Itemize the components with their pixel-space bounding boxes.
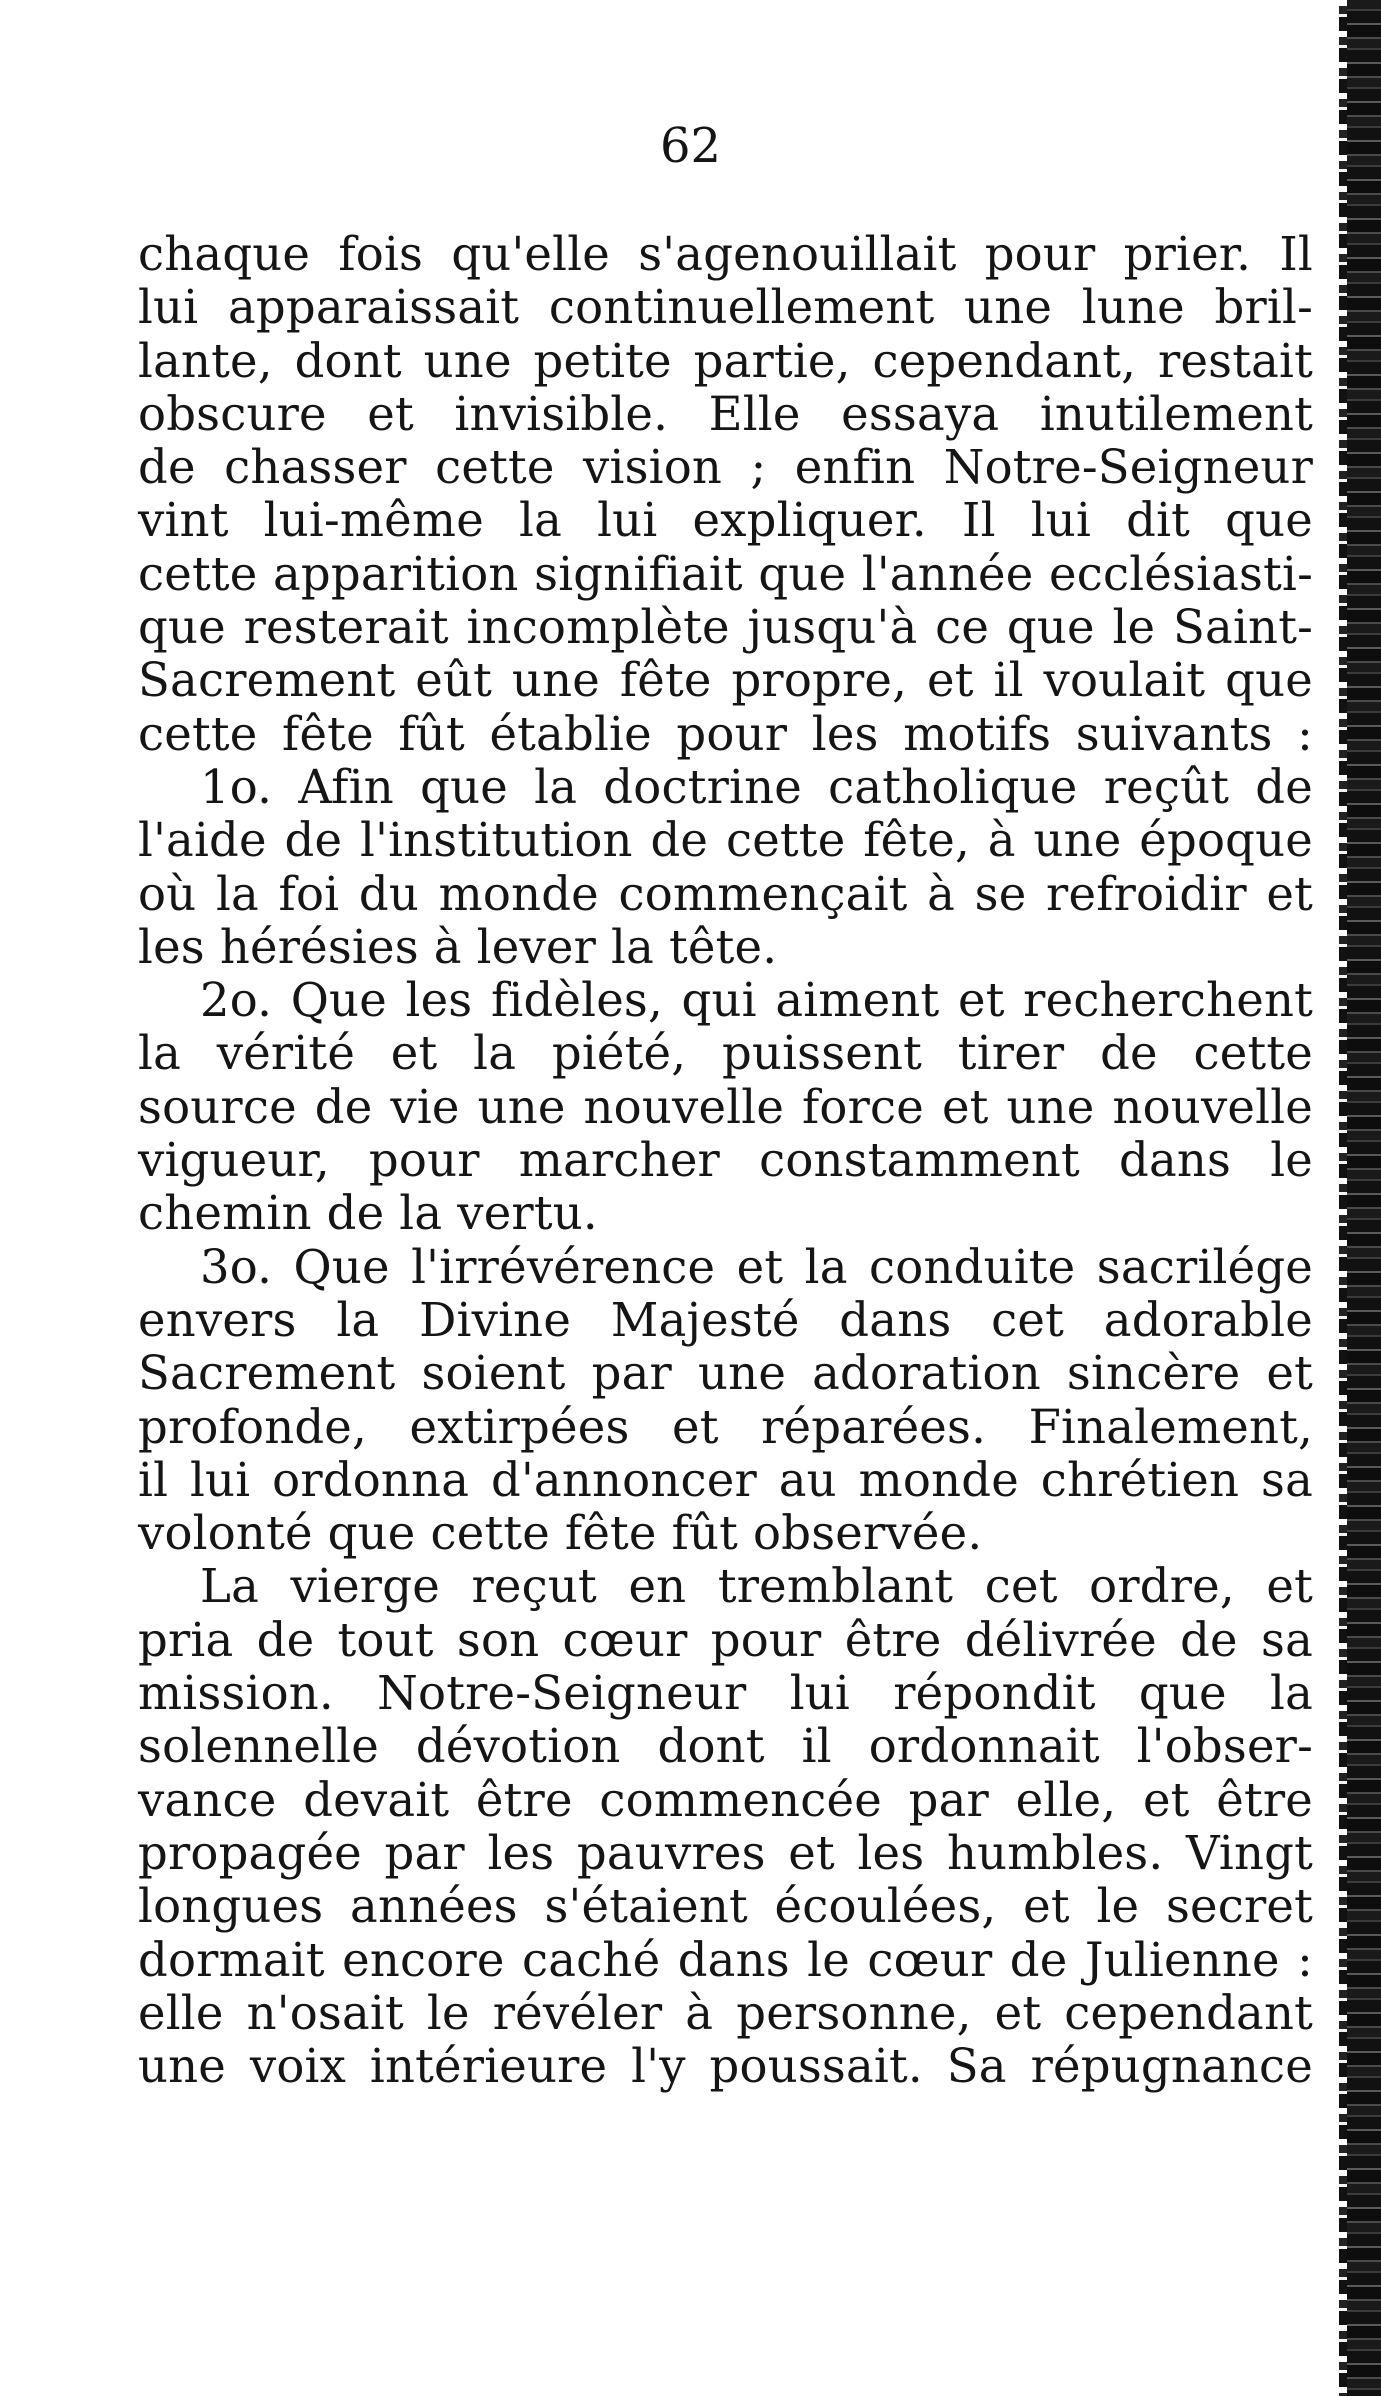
text-line-32: longues années s'étaient écoulées, et le secret [138,1879,1313,1934]
text-line-3: lante, dont une petite partie, cependant, restait [138,333,1313,388]
text-line-5: de chasser cette vision ; enfin Notre-Seigneur [138,440,1313,495]
text-line-18: vigueur, pour marcher constamment dans le [138,1133,1313,1188]
text-line-24: il lui ordonna d'annoncer au monde chrétien sa [138,1452,1313,1507]
text-line-27: pria de tout son cœur pour être délivrée de sa [138,1612,1313,1667]
text-line-9: Sacrement eût une fête propre, et il voulait que [138,653,1313,708]
text-line-28: mission. Notre-Seigneur lui répondit que la [138,1666,1313,1721]
text-line-20: 3o. Que l'irrévérence et la conduite sacrilége [200,1239,1313,1294]
text-line-14: les hérésies à lever la tête. [138,919,778,974]
text-line-17: source de vie une nouvelle force et une nouvelle [138,1079,1313,1134]
text-line-15: 2o. Que les fidèles, qui aiment et recherchent [200,973,1313,1028]
text-line-16: la vérité et la piété, puissent tirer de cette [138,1026,1313,1081]
text-line-33: dormait encore caché dans le cœur de Julienne : [138,1932,1313,1987]
text-line-23: profonde, extirpées et réparées. Finalement, [138,1399,1313,1454]
text-line-22: Sacrement soient par une adoration sincère et [138,1346,1313,1401]
text-line-34: elle n'osait le révéler à personne, et cependant [138,1985,1313,2040]
text-line-30: vance devait être commencée par elle, et être [138,1772,1313,1827]
text-line-2: lui apparaissait continuellement une lune bril- [138,280,1313,335]
text-line-35: une voix intérieure l'y poussait. Sa répugnance [138,2039,1313,2094]
text-line-29: solennelle dévotion dont il ordonnait l'obser- [138,1719,1313,1774]
text-line-12: l'aide de l'institution de cette fête, à une époque [138,813,1313,868]
text-line-26: La vierge reçut en tremblant cet ordre, et [200,1559,1313,1614]
text-line-31: propagée par les pauvres et les humbles. Vingt [138,1825,1313,1880]
scanned-page-edge [1339,0,1381,2396]
text-line-1: chaque fois qu'elle s'agenouillait pour prier. Il [138,227,1313,281]
text-line-11: 1o. Afin que la doctrine catholique reçût de [200,759,1313,814]
text-line-13: où la foi du monde commençait à se refroidir et [138,866,1313,921]
text-line-25: volonté que cette fête fût observée. [138,1506,983,1561]
text-line-19: chemin de la vertu. [138,1186,598,1241]
text-line-21: envers la Divine Majesté dans cet adorable [138,1292,1313,1347]
page-number: 62 [659,118,722,174]
text-line-8: que resterait incomplète jusqu'à ce que le Saint- [138,600,1313,655]
text-line-4: obscure et invisible. Elle essaya inutilement [138,386,1313,441]
text-line-7: cette apparition signifiait que l'année ecclésiasti- [138,546,1313,601]
text-line-10: cette fête fût établie pour les motifs suivants : [138,706,1313,761]
page-body-text [138,228,1313,2093]
text-line-6: vint lui-même la lui expliquer. Il lui dit que [138,493,1313,548]
